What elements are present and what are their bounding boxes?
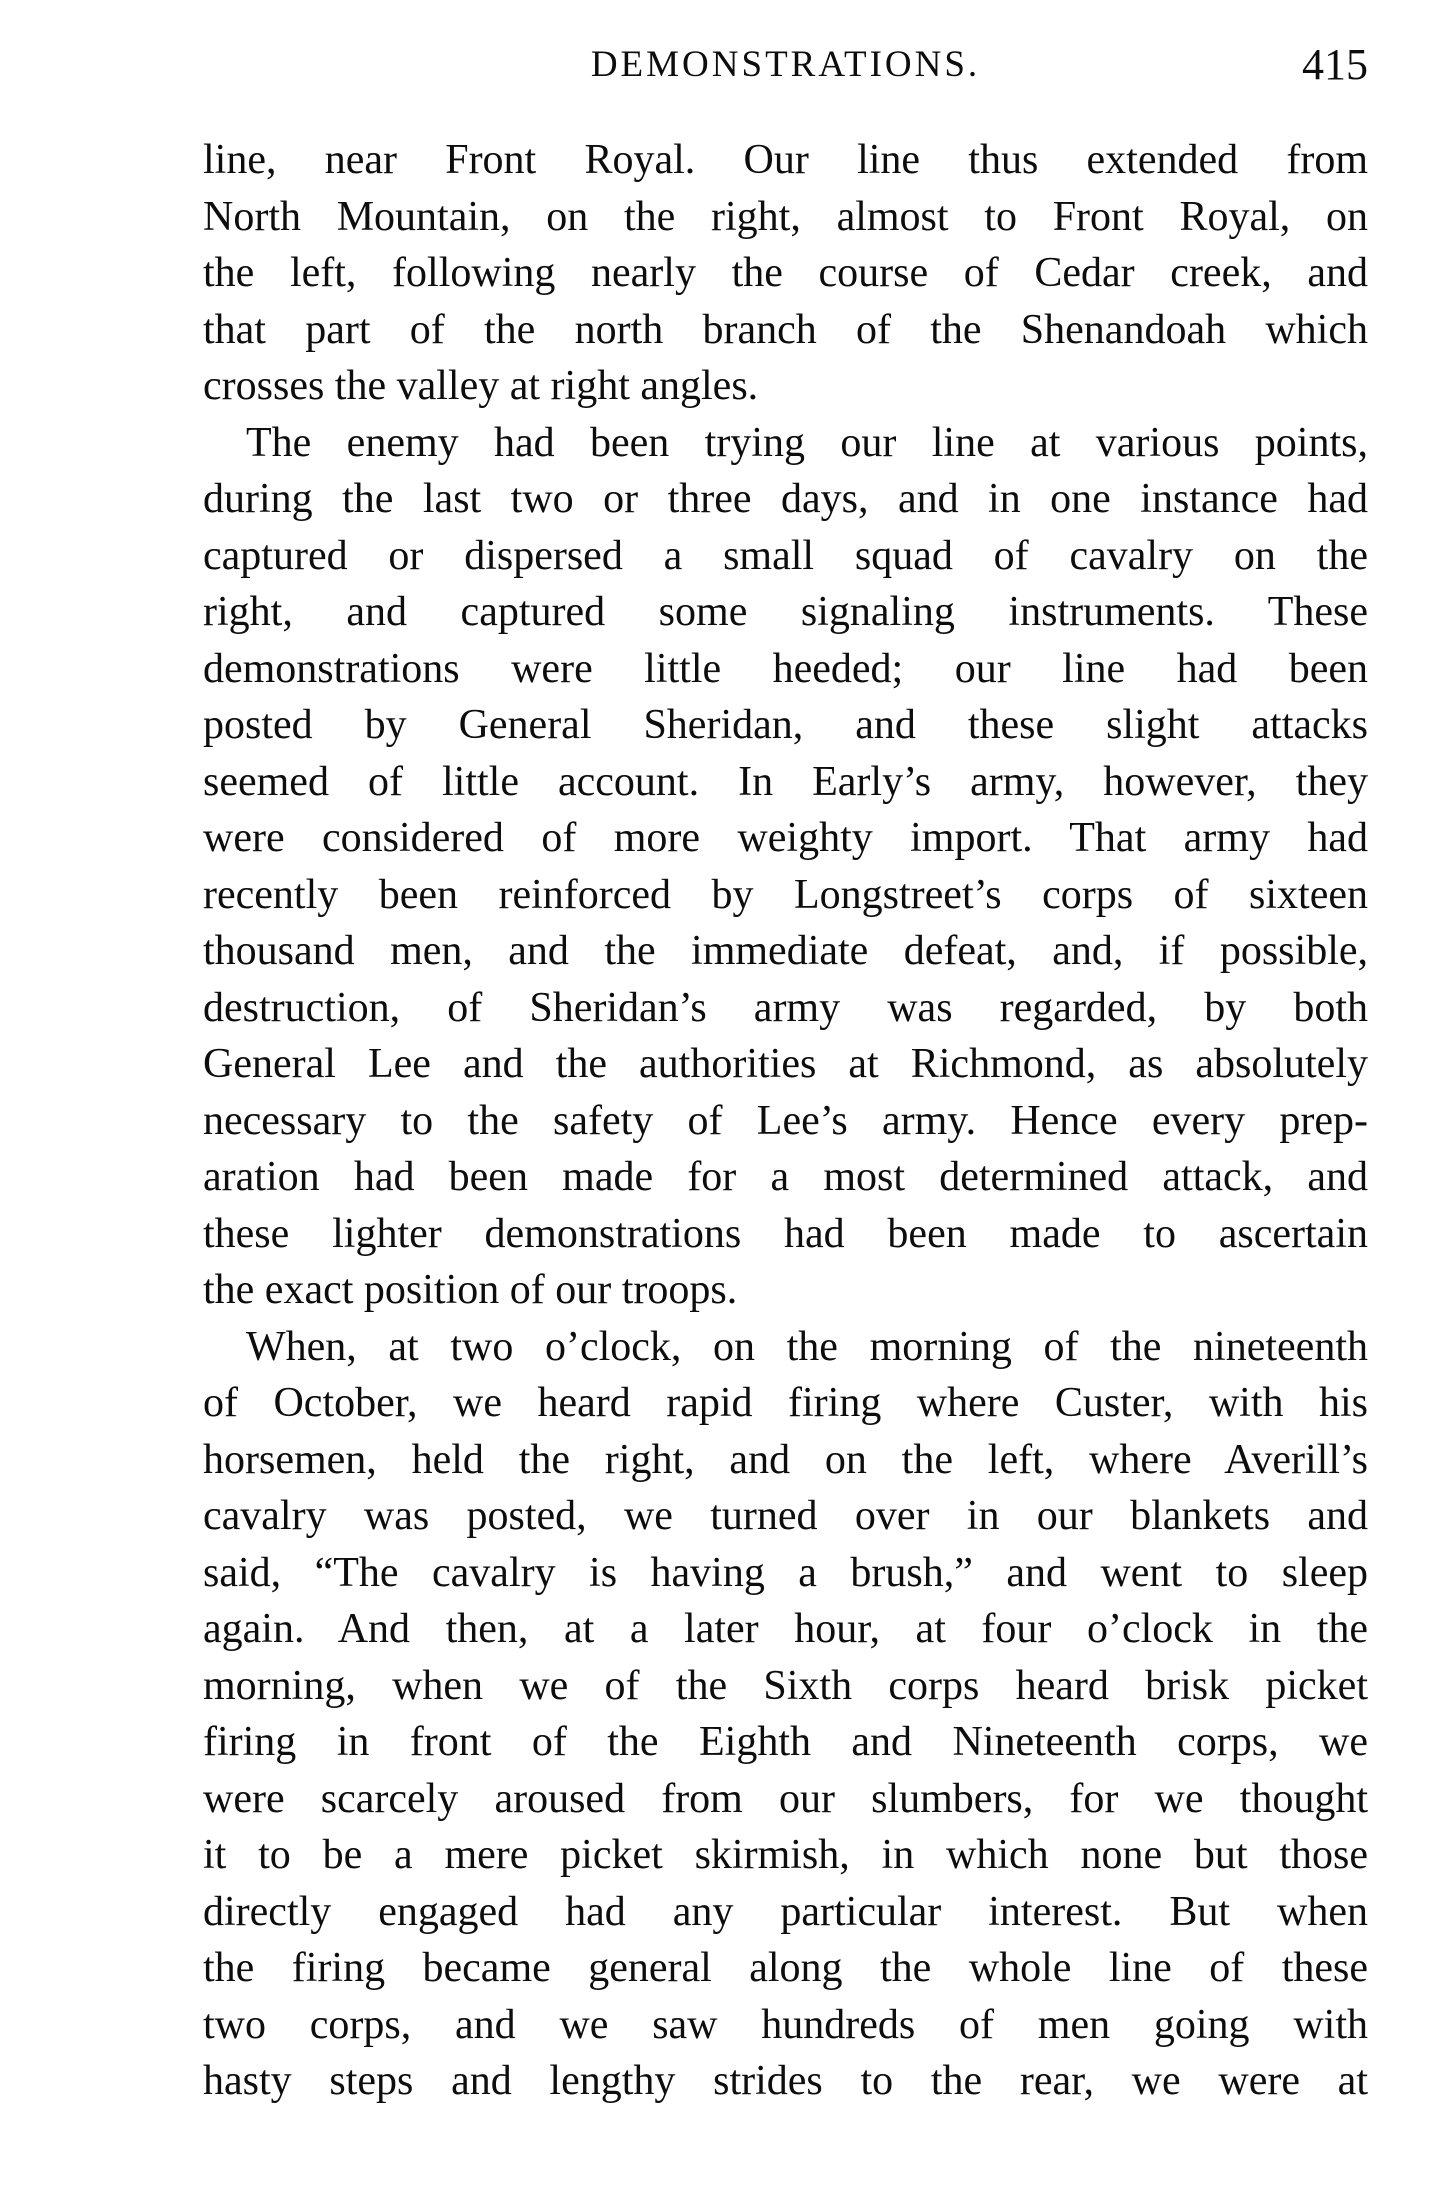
text-line: these lighter demonstrations had been made to ascertain <box>203 1210 1368 1257</box>
text-line: aration had been made for a most determined attack, and <box>203 1154 1368 1200</box>
text-line: again. And then, at a later hour, at four o’clock in the <box>203 1606 1368 1652</box>
text-line: the firing became general along the whole line of these <box>203 1945 1368 1991</box>
text-line: captured or dispersed a small squad of cavalry on the <box>203 532 1368 579</box>
text-line: crosses the valley at right angles. <box>203 363 759 409</box>
text-line: firing in front of the Eighth and Nineteenth corps, we <box>203 1719 1368 1765</box>
text-line: The enemy had been trying our line at various points, <box>246 419 1368 466</box>
running-header <box>203 42 1368 88</box>
text-line: horsemen, held the right, and on the left, where Averill’s <box>203 1436 1368 1483</box>
text-line: hasty steps and lengthy strides to the rear, we were at <box>203 2058 1368 2104</box>
text-line: during the last two or three days, and in one instance had <box>203 476 1368 522</box>
text-line: North Mountain, on the right, almost to Front Royal, on <box>203 193 1368 240</box>
chapter-title: DEMONSTRATIONS. <box>590 44 981 85</box>
text-line: it to be a mere picket skirmish, in which none but those <box>203 1832 1368 1878</box>
text-line: posted by General Sheridan, and these slight attacks <box>203 702 1368 748</box>
text-line: directly engaged had any particular interest. But when <box>203 1888 1368 1935</box>
text-line: necessary to the safety of Lee’s army. Hence every prep- <box>203 1097 1368 1144</box>
text-line: were scarcely aroused from our slumbers, for we thought <box>203 1775 1368 1822</box>
text-line: When, at two o’clock, on the morning of the nineteenth <box>246 1323 1368 1370</box>
text-line: destruction, of Sheridan’s army was regarded, by both <box>203 984 1368 1031</box>
text-line: the exact position of our troops. <box>203 1267 738 1313</box>
text-line: were considered of more weighty import. That army had <box>203 815 1368 861</box>
page-content <box>203 0 1368 2200</box>
text-line: General Lee and the authorities at Richmond, as absolutely <box>203 1041 1368 1087</box>
text-line: thousand men, and the immediate defeat, and, if possible, <box>203 928 1368 974</box>
text-line: right, and captured some signaling instruments. These <box>203 589 1368 635</box>
text-line: of October, we heard rapid firing where Custer, with his <box>203 1380 1368 1426</box>
page-number: 415 <box>1302 40 1368 89</box>
text-line: morning, when we of the Sixth corps heard brisk picket <box>203 1662 1368 1709</box>
text-line: said, “The cavalry is having a brush,” and went to sleep <box>203 1549 1368 1596</box>
text-line: the left, following nearly the course of Cedar creek, and <box>203 250 1368 296</box>
text-line: cavalry was posted, we turned over in our blankets and <box>203 1493 1368 1539</box>
text-line: demonstrations were little heeded; our line had been <box>203 645 1368 692</box>
text-line: seemed of little account. In Early’s army, however, they <box>203 758 1368 805</box>
body-text <box>203 132 1368 2110</box>
text-line: recently been reinforced by Longstreet’s corps of sixteen <box>203 871 1368 918</box>
text-line: line, near Front Royal. Our line thus extended from <box>203 137 1368 183</box>
text-line: two corps, and we saw hundreds of men going with <box>203 2001 1368 2048</box>
text-line: that part of the north branch of the Shenandoah which <box>203 306 1368 353</box>
